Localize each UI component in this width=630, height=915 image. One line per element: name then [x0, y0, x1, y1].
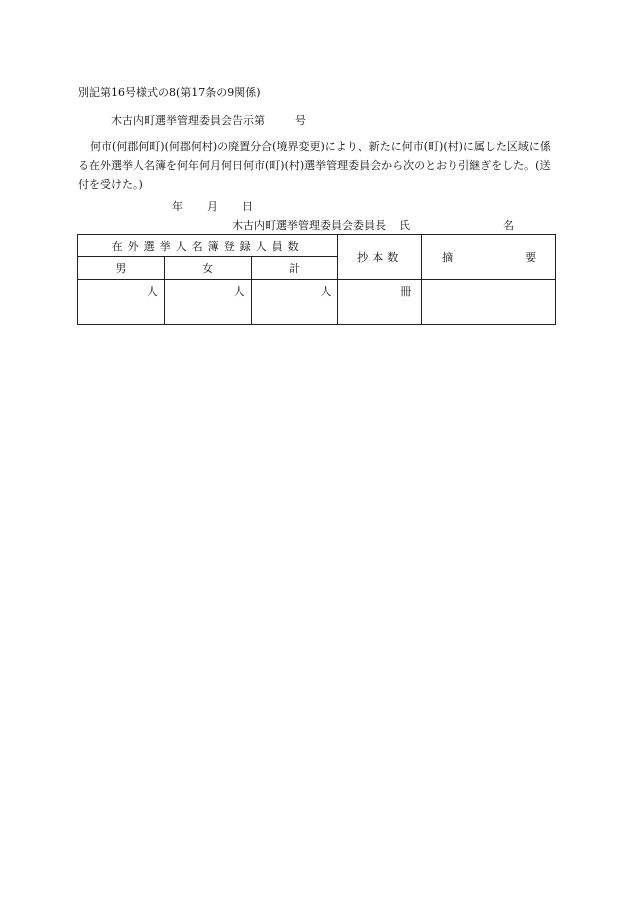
cell-remarks — [422, 280, 556, 325]
cell-copies-count — [338, 280, 422, 325]
unit-person: 人 — [233, 285, 245, 298]
cell-total-count — [251, 280, 338, 325]
unit-volume: 冊 — [400, 285, 412, 298]
header-remarks-2: 要 — [525, 251, 537, 264]
date-day: 日 — [242, 200, 253, 213]
header-male: 男 — [78, 257, 165, 280]
date-year: 年 — [172, 200, 183, 213]
header-copies: 抄本数 — [338, 235, 422, 280]
cell-female-count — [164, 280, 251, 325]
form-reference: 別記第16号様式の8(第17条の9関係) — [78, 86, 261, 99]
cell-male-count — [78, 280, 165, 325]
body-paragraph: 何市(何郡何町)(何郡何村)の廃置分合(境界変更)により、新たに何市(町)(村)に属した区域に係る在外選挙人名簿を何年何月何日何市(町)(村)選挙管理委員会から次のとおり引継ぎをした。(送付を受けた。) — [78, 140, 551, 191]
signer-line — [232, 217, 514, 233]
transfer-record-table — [77, 234, 556, 325]
signer-name-label-2: 名 — [503, 219, 514, 232]
date-month: 月 — [207, 200, 218, 213]
header-remarks — [422, 235, 556, 280]
unit-person: 人 — [320, 285, 332, 298]
signer-name-label-1: 氏 — [399, 219, 410, 232]
header-female: 女 — [164, 257, 251, 280]
date-line — [172, 198, 253, 214]
unit-person: 人 — [146, 285, 158, 298]
header-remarks-1: 摘 — [442, 251, 454, 264]
notice-suffix: 号 — [295, 114, 306, 127]
notice-prefix: 木古内町選挙管理委員会告示第 — [111, 114, 265, 127]
header-registered-count: 在外選挙人名簿登録人員数 — [78, 235, 338, 257]
notice-number-line — [111, 112, 306, 128]
signer-title: 木古内町選挙管理委員会委員長 — [232, 219, 386, 232]
header-total: 計 — [251, 257, 338, 280]
